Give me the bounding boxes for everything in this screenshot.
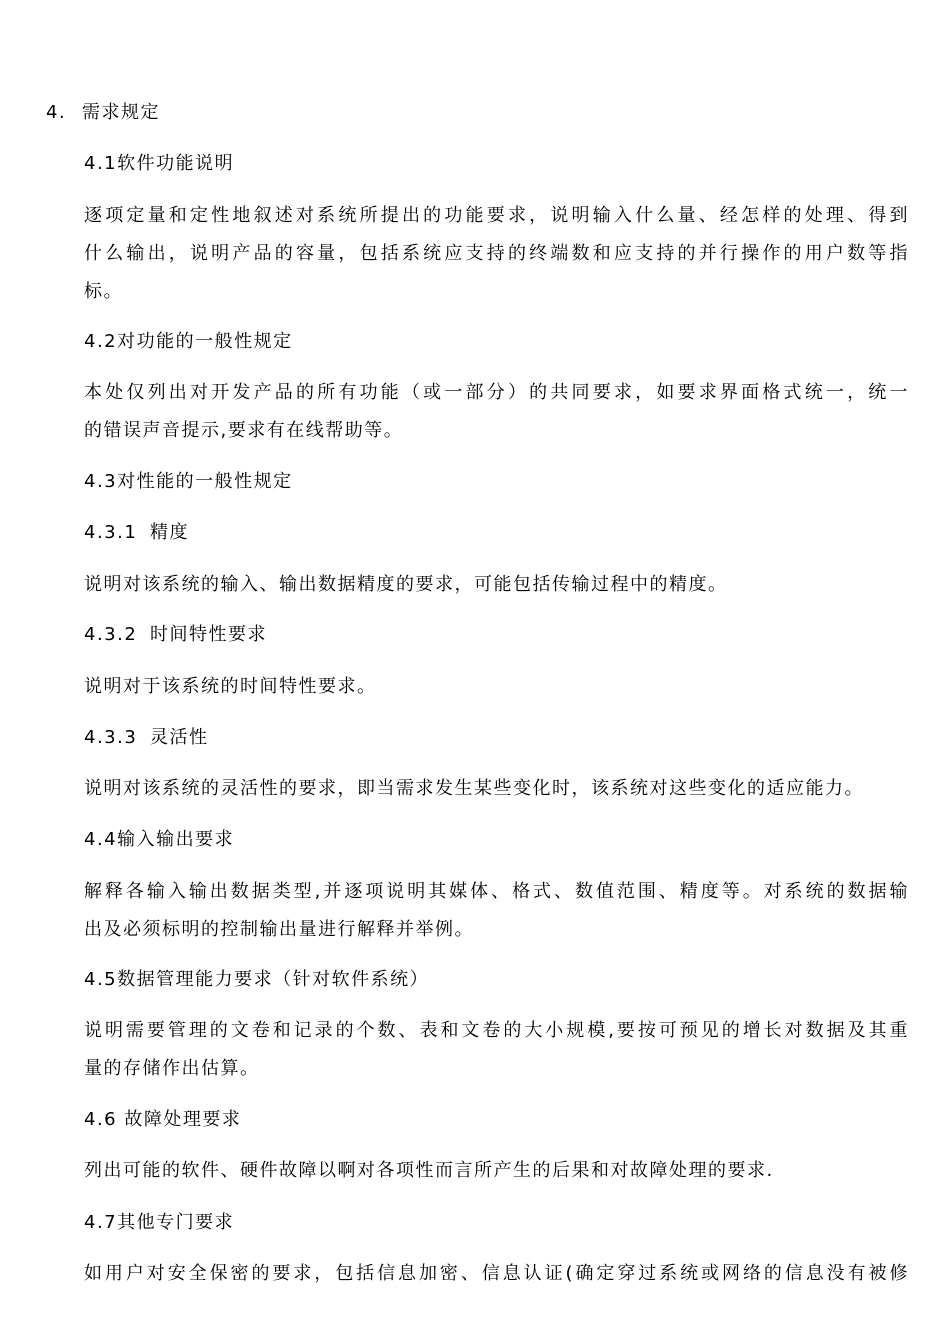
heading-4-7: 4.7其他专门要求: [84, 1212, 235, 1233]
paragraph-line: 如用户对安全保密的要求，包括信息加密、信息认证(确定穿过系统或网络的信息没有被修: [84, 1263, 909, 1284]
paragraph-line: 说明对该系统的灵活性的要求，即当需求发生某些变化时，该系统对这些变化的适应能力。: [84, 778, 864, 799]
paragraph-line: 的错误声音提示,要求有在线帮助等。: [84, 420, 404, 441]
paragraph-line: 出及必须标明的控制输出量进行解释并举例。: [84, 919, 474, 940]
heading-title: 灵活性: [150, 727, 209, 748]
heading-number: 4.3.1: [84, 522, 138, 543]
heading-4-2: 4.2对功能的一般性规定: [84, 331, 293, 352]
heading-4-5: 4.5数据管理能力要求（针对软件系统）: [84, 969, 430, 990]
heading-4-3-1: [84, 520, 189, 546]
paragraph-line: 说明对该系统的输入、输出数据精度的要求，可能包括传输过程中的精度。: [84, 574, 728, 595]
paragraph-line: 量的存储作出估算。: [84, 1058, 260, 1079]
section-number: 4.: [46, 102, 67, 123]
paragraph-line: 列出可能的软件、硬件故障以啊对各项性而言所产生的后果和对故障处理的要求.: [84, 1160, 774, 1181]
heading-title: 精度: [150, 522, 189, 543]
heading-4-3: 4.3对性能的一般性规定: [84, 471, 293, 492]
heading-4-1: 4.1软件功能说明: [84, 153, 235, 174]
section-heading: [46, 100, 160, 126]
heading-4-4: 4.4输入输出要求: [84, 829, 235, 850]
paragraph-line: 本处仅列出对开发产品的所有功能（或一部分）的共同要求，如要求界面格式统一，统一: [84, 382, 909, 403]
paragraph-line: 标。: [84, 281, 123, 302]
paragraph-line: 逐项定量和定性地叙述对系统所提出的功能要求，说明输入什么量、经怎样的处理、得到: [84, 205, 909, 226]
heading-number: 4.3.2: [84, 624, 138, 645]
paragraph-line: 说明对于该系统的时间特性要求。: [84, 676, 377, 697]
paragraph-line: 说明需要管理的文卷和记录的个数、表和文卷的大小规模,要按可预见的增长对数据及其重: [84, 1020, 909, 1041]
section-title: 需求规定: [82, 102, 160, 123]
heading-title: 时间特性要求: [150, 624, 267, 645]
heading-4-3-2: [84, 622, 267, 648]
paragraph-line: 什么输出，说明产品的容量，包括系统应支持的终端数和应支持的并行操作的用户数等指: [84, 243, 909, 264]
paragraph-line: 解释各输入输出数据类型,并逐项说明其媒体、格式、数值范围、精度等。对系统的数据输: [84, 881, 909, 902]
heading-4-3-3: [84, 725, 209, 751]
heading-4-6: 4.6 故障处理要求: [84, 1109, 242, 1130]
heading-number: 4.3.3: [84, 727, 138, 748]
